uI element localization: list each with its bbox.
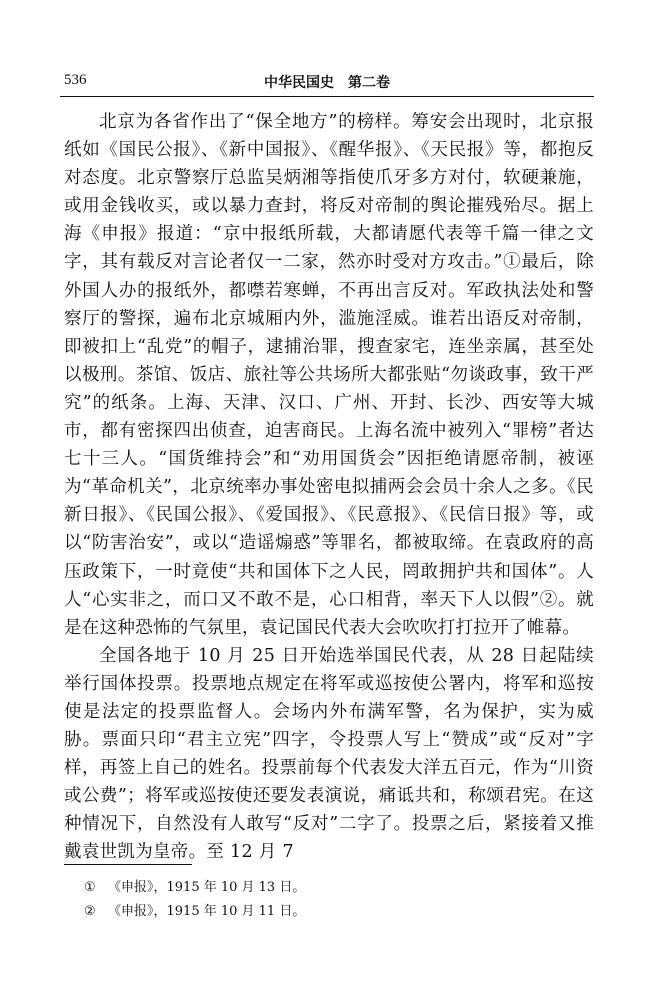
running-title: 中华民国史 第二卷 (264, 75, 390, 91)
paragraph: 全国各地于 10 月 25 日开始选举国民代表，从 28 日起陆续举行国体投票。投票地点规定在将军或巡按使公署内，将军和巡按使是法定的投票监督人。会场内外布满军警，名为保护，实为威胁。票面只印“君主立宪”四字，令投票人写上“赞成”或“反对”字样，再签上自己的姓名。投票前每个代表发大洋五百元，作为“川资或公费”；将军或巡按使还要发表演说，痛诋共和，称颂君宪。在这种情况下，自然没有人敢写“反对”二字了。投票之后，紧接着又推戴袁世凯为皇帝。至 12 月 7 (64, 645, 594, 863)
footnote-text: 《申报》，1915 年 10 月 11 日。 (108, 904, 306, 919)
page-number: 536 (64, 72, 87, 88)
footnote-rule (64, 864, 192, 865)
footnotes (84, 876, 305, 924)
paragraph: 北京为各省作出了“保全地方”的榜样。筹安会出现时，北京报纸如《国民公报》、《新中国报》、《醒华报》、《天民报》等，都抱反对态度。北京警察厅总监吴炳湘等指使爪牙多方对付，软硬兼施，或用金钱收买，或以暴力查封，将反对帝制的舆论摧残殆尽。据上海《申报》报道：“京中报纸所载，大都请愿代表等千篇一律之文字，其有载反对言论者仅一二家，然亦时受对方攻击。”①最后，除外国人办的报纸外，都噤若寒蝉，不再出言反对。军政执法处和警察厅的警探，遍布北京城厢内外，滥施淫威。谁若出语反对帝制，即被扣上“乱党”的帽子，逮捕治罪，搜查家宅，连坐亲属，甚至处以极刑。茶馆、饭店、旅社等公共场所大都张贴“勿谈政事，致干严究”的纸条。上海、天津、汉口、广州、开封、长沙、西安等大城市，都有密探四出侦查，迫害商民。上海名流中被列入“罪榜”者达七十三人。“国货维持会”和“劝用国货会”因拒绝请愿帝制，被诬为“革命机关”，北京统率办事处密电拟捕两会会员十余人之多。《民新日报》、《民国公报》、《爱国报》、《民意报》、《民信日报》等，或以“防害治安”，或以“造谣煽惑”等罪名，都被取缔。在袁政府的高压政策下，一时竟使“共和国体下之人民，罔敢拥护共和国体”。人人“心实非之，而口又不敢不是，心口相背，率天下人以假”②。就是在这种恐怖的气氛里，袁记国民代表大会吹吹打打拉开了帷幕。 (64, 112, 594, 638)
footnote (84, 876, 305, 900)
header-rule (60, 96, 594, 97)
footnote (84, 900, 305, 924)
footnote-mark: ② (84, 904, 96, 919)
page-header (64, 72, 590, 94)
footnote-mark: ① (84, 880, 96, 895)
body-text (64, 108, 594, 867)
footnote-text: 《申报》，1915 年 10 月 13 日。 (108, 880, 306, 895)
